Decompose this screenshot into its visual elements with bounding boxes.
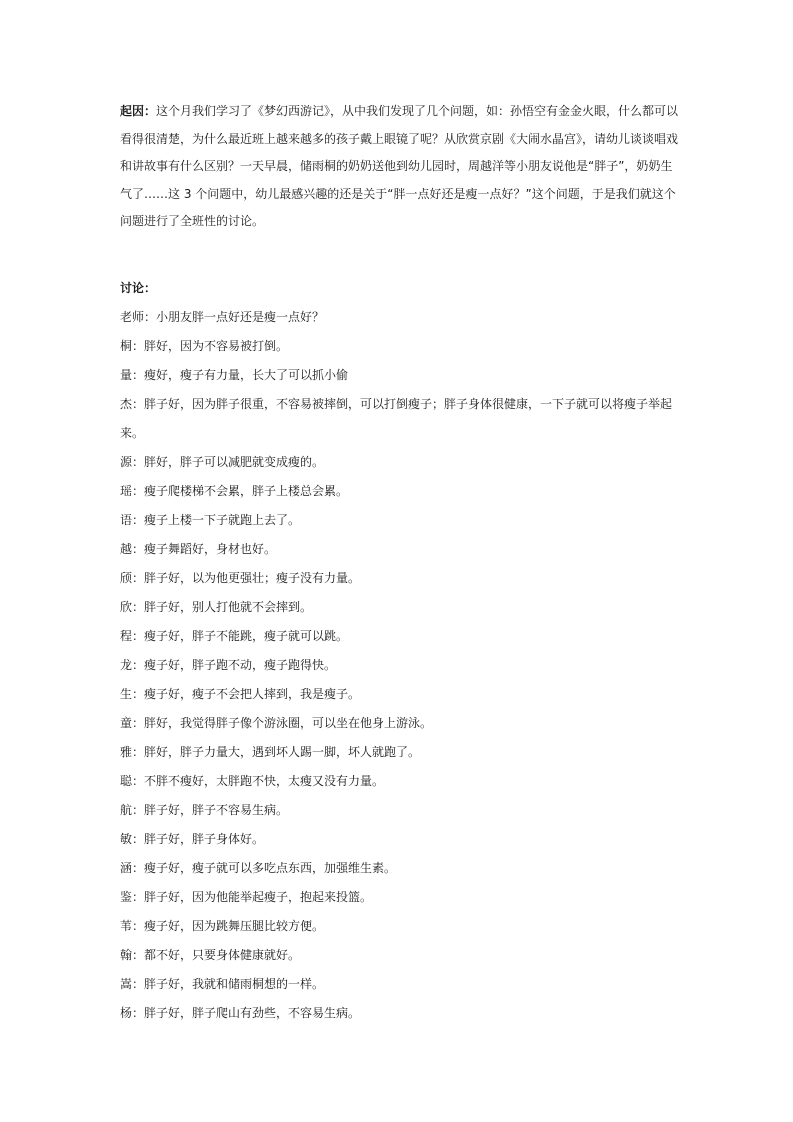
discussion-line: 瑶：瘦子爬楼梯不会累，胖子上楼总会累。 xyxy=(120,483,349,498)
discussion-line: 敏：胖子好，胖子身体好。 xyxy=(120,831,265,846)
discussion-line: 老师：小朋友胖一点好还是瘦一点好？ xyxy=(120,309,325,324)
discussion-line: 苇：瘦子好，因为跳舞压腿比较方便。 xyxy=(120,918,325,933)
discussion-line: 涵：瘦子好，瘦子就可以多吃点东西，加强维生素。 xyxy=(120,860,397,875)
discussion-line: 桐：胖好，因为不容易被打倒。 xyxy=(120,338,289,353)
discussion-heading: 讨论： xyxy=(120,280,157,295)
discussion-line: 聪：不胖不瘦好，太胖跑不快，太瘦又没有力量。 xyxy=(120,773,385,788)
discussion-line: 语：瘦子上楼一下子就跑上去了。 xyxy=(120,512,301,527)
document-page xyxy=(120,98,680,1028)
intro-paragraph xyxy=(120,98,680,236)
discussion-line: 生：瘦子好，瘦子不会把人摔到，我是瘦子。 xyxy=(120,686,361,701)
discussion-line: 欣：胖子好，别人打他就不会摔到。 xyxy=(120,599,313,614)
discussion-line: 航：胖子好，胖子不容易生病。 xyxy=(120,802,289,817)
discussion-line: 颀：胖子好，以为他更强壮；瘦子没有力量。 xyxy=(120,570,361,585)
discussion-line: 鉴：胖子好，因为他能举起瘦子，抱起来投篮。 xyxy=(120,889,373,904)
discussion-line: 雅：胖好，胖子力量大，遇到坏人踢一脚，坏人就跑了。 xyxy=(120,744,421,759)
discussion-line: 童：胖好，我觉得胖子像个游泳圈，可以坐在他身上游泳。 xyxy=(120,715,433,730)
discussion-line: 越：瘦子舞蹈好，身材也好。 xyxy=(120,541,277,556)
discussion-line: 嵩：胖子好，我就和储雨桐想的一样。 xyxy=(120,976,325,991)
section-spacer xyxy=(120,236,680,274)
discussion-line: 程：瘦子好，胖子不能跳，瘦子就可以跳。 xyxy=(120,628,349,643)
discussion-line: 源：胖好，胖子可以减肥就变成瘦的。 xyxy=(120,454,325,469)
intro-label: 起因： xyxy=(120,104,157,118)
discussion-line: 翰：都不好，只要身体健康就好。 xyxy=(120,947,301,962)
discussion-line: 量：瘦好，瘦子有力量，长大了可以抓小偷 xyxy=(120,367,349,382)
intro-text: 这个月我们学习了《梦幻西游记》，从中我们发现了几个问题，如：孙悟空有金金火眼，什么都可以看得很清楚，为什么最近班上越来越多的孩子戴上眼镜了呢？从欣赏京剧《大闹水晶宫》，请幼儿谈谈唱戏和讲故事有什么区别？一天早晨，储雨桐的奶奶送他到幼儿园时，周越洋等小朋友说他是“胖子”，奶奶生气了……这 3 个问题中，幼儿最感兴趣的还是关于“胖一点好还是瘦一点好？”这个问题，于是我们就这个问题进行了全班性的讨论。 xyxy=(120,104,679,229)
discussion-line: 杰：胖子好，因为胖子很重，不容易被摔倒，可以打倒瘦子；胖子身体很健康，一下子就可以将瘦子举起来。 xyxy=(120,396,673,440)
discussion-line: 杨：胖子好，胖子爬山有劲些，不容易生病。 xyxy=(120,1005,361,1020)
discussion-line: 龙：瘦子好，胖子跑不动，瘦子跑得快。 xyxy=(120,657,337,672)
